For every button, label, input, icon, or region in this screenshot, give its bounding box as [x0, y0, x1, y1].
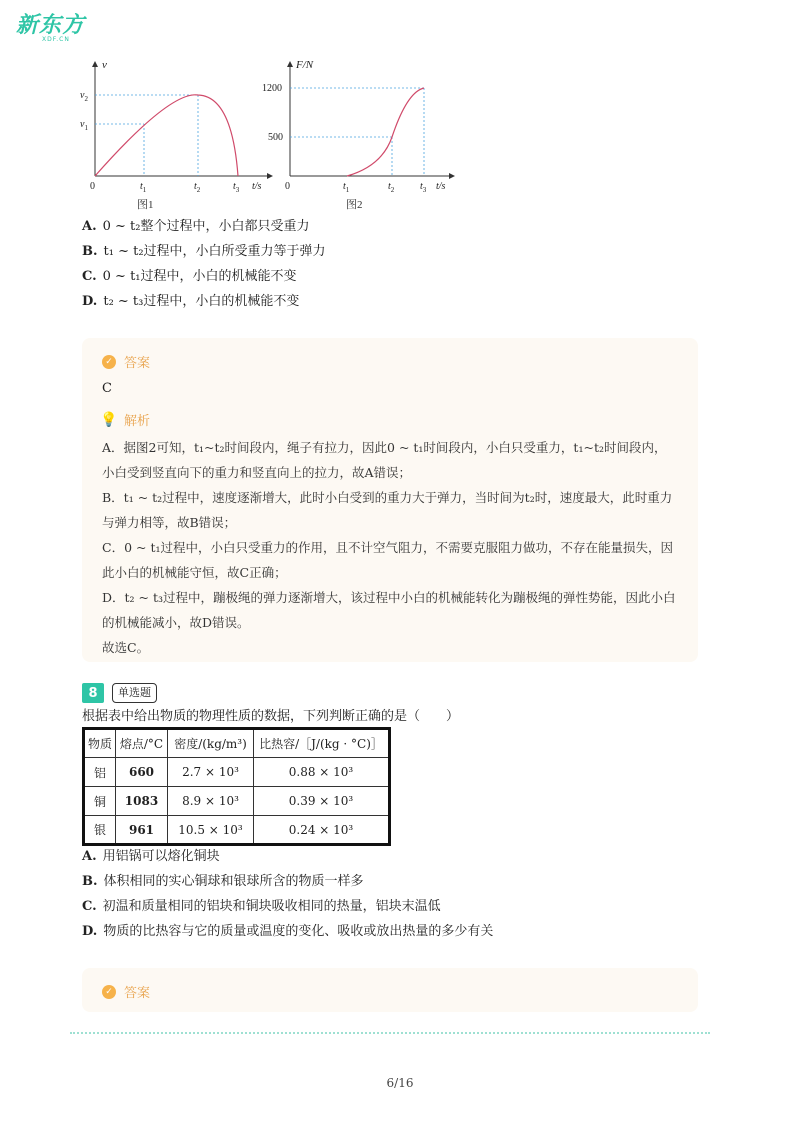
fig1-x-label: t/s: [252, 181, 262, 192]
table-cell: 银: [84, 816, 116, 845]
q8-answer-panel: [82, 968, 698, 1012]
table-cell: 铝: [84, 758, 116, 787]
analysis-paragraph-a: A．据图2可知，t₁~t₂时间段内，绳子有拉力，因此0 ~ t₁时间段内，小白只受重力，t₁~t₂时间段内，小白受到竖直向下的重力和竖直向上的拉力，故A错误；: [102, 440, 667, 480]
brand-logo: [16, 8, 85, 43]
analysis-paragraph-d: D．t₂ ~ t₃过程中，蹦极绳的弹力逐渐增大，该过程中小白的机械能转化为蹦极绳的弹性势能，因此小白的机械能减小，故D错误。: [102, 590, 676, 630]
table-cell: 0.88 × 10³: [254, 758, 390, 787]
answer-header: [102, 982, 678, 1001]
table-row: [84, 758, 390, 787]
page-number: 6/16: [386, 1076, 414, 1090]
table-cell: 660: [116, 758, 168, 787]
answer-label: 答案: [124, 356, 151, 371]
figure-2-caption: 图2: [346, 199, 363, 211]
analysis-text: [102, 435, 678, 660]
q8-options: [82, 844, 493, 944]
fig1-t1-label: $t_1$: [140, 181, 147, 194]
fig1-origin: 0: [90, 181, 95, 192]
brand-sub: XDF.CN: [42, 36, 70, 43]
check-icon: ✓: [102, 985, 116, 999]
table-cell: 铜: [84, 787, 116, 816]
answer-value: C: [102, 381, 112, 396]
table-header: 密度/(kg/m³): [168, 729, 254, 758]
fig2-t1-label: $t_1$: [343, 181, 350, 194]
fig2-origin: 0: [285, 181, 290, 192]
q7-option-b: B. t₁ ~ t₂过程中，小白所受重力等于弹力: [82, 244, 326, 259]
figure-2: [262, 56, 462, 205]
fig1-y-label: v: [102, 59, 107, 71]
analysis-conclusion: 故选C。: [102, 640, 150, 655]
fig1-t2-label: $t_2$: [194, 181, 201, 194]
fig1-t3-label: $t_3$: [233, 181, 240, 194]
q7-options: [82, 214, 326, 314]
q7-option-d: D. t₂ ~ t₃过程中，小白的机械能不变: [82, 294, 300, 309]
table-header: 比热容/［J/(kg · °C)］: [254, 729, 390, 758]
fig2-t2-label: $t_2$: [388, 181, 395, 194]
fig2-y-label: F/N: [296, 59, 314, 71]
table-cell: 961: [116, 816, 168, 845]
question-stem: 根据表中给出物质的物理性质的数据，下列判断正确的是（ ）: [82, 709, 460, 724]
q8-option-c: C. 初温和质量相同的铝块和铜块吸收相同的热量，铝块末温低: [82, 899, 441, 914]
check-icon: ✓: [102, 355, 116, 369]
page-divider: [70, 1032, 710, 1034]
brand-name: 新东方: [16, 13, 86, 38]
question-number: 8: [82, 683, 104, 703]
lightbulb-icon: 💡: [100, 411, 118, 428]
table-cell: 10.5 × 10³: [168, 816, 254, 845]
q7-option-a: A. 0 ~ t₂整个过程中，小白都只受重力: [82, 219, 310, 234]
q7-answer-panel: [82, 338, 698, 662]
figure-1-caption: 图1: [137, 199, 154, 211]
fig2-x-label: t/s: [436, 181, 446, 192]
properties-table: [82, 727, 391, 846]
q8-option-d: D. 物质的比热容与它的质量或温度的变化、吸收或放出热量的多少有关: [82, 924, 494, 939]
q8-option-b: B. 体积相同的实心铜球和银球所含的物质一样多: [82, 874, 364, 889]
analysis-label: 解析: [124, 414, 151, 429]
fig2-t3-label: $t_3$: [420, 181, 427, 194]
table-row: [84, 816, 390, 845]
table-header: 熔点/°C: [116, 729, 168, 758]
q7-option-c: C. 0 ~ t₁过程中，小白的机械能不变: [82, 269, 297, 284]
fig2-1200-label: 1200: [262, 83, 282, 94]
table-row: [84, 787, 390, 816]
question-type-badge: 单选题: [112, 683, 157, 703]
table-cell: 0.39 × 10³: [254, 787, 390, 816]
table-header: 物质: [84, 729, 116, 758]
analysis-paragraph-c: C．0 ~ t₁过程中，小白只受重力的作用，且不计空气阻力，不需要克服阻力做功，不存在能量损失，因此小白的机械能守恒，故C正确；: [102, 540, 673, 580]
table-cell: 1083: [116, 787, 168, 816]
answer-header: [102, 352, 678, 371]
fig1-v1-label: $v_1$: [80, 119, 88, 132]
figure-1: [80, 56, 280, 205]
table-cell: 0.24 × 10³: [254, 816, 390, 845]
analysis-paragraph-b: B．t₁ ~ t₂过程中，速度逐渐增大，此时小白受到的重力大于弹力，当时间为t₂时，速度最大，此时重力与弹力相等，故B错误；: [102, 490, 673, 530]
analysis-header: [102, 410, 678, 429]
table-cell: 2.7 × 10³: [168, 758, 254, 787]
answer-label: 答案: [124, 986, 151, 1001]
table-cell: 8.9 × 10³: [168, 787, 254, 816]
fig1-v2-label: $v_2$: [80, 90, 88, 103]
fig2-500-label: 500: [268, 132, 283, 143]
q8-option-a: A. 用铝锅可以熔化铜块: [82, 849, 220, 864]
table-header-row: [84, 729, 390, 758]
